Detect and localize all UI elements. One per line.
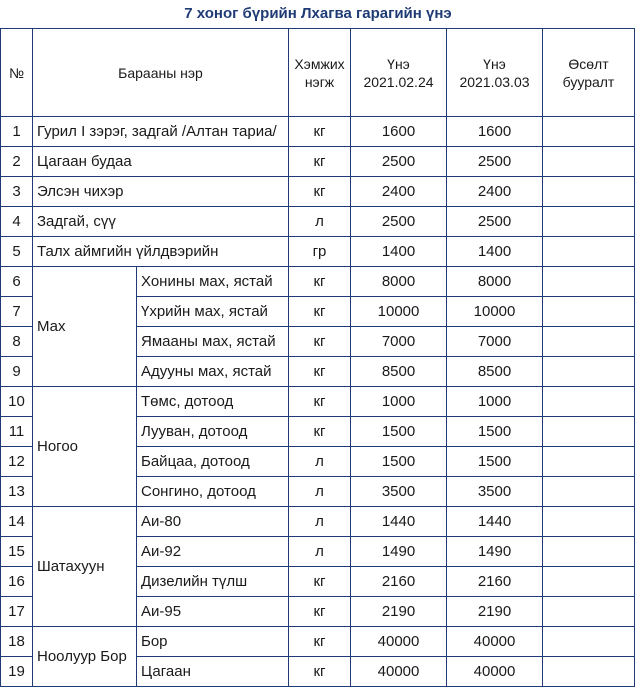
price-cell: 40000 [351,657,447,687]
table-header-row [1,29,635,117]
item-name: Хонины мах, ястай [137,267,289,297]
price-cell: 3500 [447,477,543,507]
row-number: 15 [1,537,33,567]
item-unit: л [289,507,351,537]
price-cell: 40000 [447,627,543,657]
price-cell: 3500 [351,477,447,507]
item-name: Аи-80 [137,507,289,537]
item-name: Талх аймгийн үйлдвэрийн [33,237,289,267]
item-name: Аи-92 [137,537,289,567]
table-row [1,267,635,297]
table-row [1,207,635,237]
change-cell [543,327,635,357]
change-cell [543,507,635,537]
price-cell: 8500 [351,357,447,387]
price-cell: 2160 [351,567,447,597]
item-unit: кг [289,567,351,597]
item-name: Бор [137,627,289,657]
price-cell: 2500 [447,207,543,237]
row-number: 1 [1,117,33,147]
price-cell: 1490 [447,537,543,567]
price-cell: 1500 [447,447,543,477]
price-cell: 2400 [351,177,447,207]
row-number: 3 [1,177,33,207]
table-row [1,627,635,657]
price-cell: 1000 [447,387,543,417]
row-number: 18 [1,627,33,657]
row-number: 9 [1,357,33,387]
change-cell [543,117,635,147]
row-number: 10 [1,387,33,417]
row-number: 11 [1,417,33,447]
item-unit: кг [289,597,351,627]
row-number: 12 [1,447,33,477]
item-unit: кг [289,627,351,657]
item-unit: кг [289,657,351,687]
item-unit: кг [289,267,351,297]
header-price1-line1: Үнэ [387,55,410,72]
table-row [1,147,635,177]
row-number: 17 [1,597,33,627]
change-cell [543,357,635,387]
price-cell: 1440 [447,507,543,537]
price-cell: 10000 [351,297,447,327]
group-fuel: Шатахуун [33,507,137,627]
row-number: 2 [1,147,33,177]
header-price2-line2: 2021.03.03 [459,73,530,90]
header-num: № [1,29,33,117]
change-cell [543,657,635,687]
price-cell: 8000 [447,267,543,297]
price-cell: 40000 [351,627,447,657]
item-name: Элсэн чихэр [33,177,289,207]
item-unit: кг [289,327,351,357]
row-number: 19 [1,657,33,687]
price-cell: 1490 [351,537,447,567]
item-unit: л [289,447,351,477]
row-number: 6 [1,267,33,297]
price-cell: 40000 [447,657,543,687]
item-name: Үхрийн мах, ястай [137,297,289,327]
header-price1-line2: 2021.02.24 [363,73,434,90]
change-cell [543,147,635,177]
table-row [1,117,635,147]
row-number: 5 [1,237,33,267]
price-cell: 2190 [351,597,447,627]
item-unit: л [289,537,351,567]
price-cell: 1500 [351,417,447,447]
price-cell: 1500 [351,447,447,477]
price-cell: 1600 [447,117,543,147]
change-cell [543,627,635,657]
change-cell [543,417,635,447]
item-name: Төмс, дотоод [137,387,289,417]
price-cell: 1600 [351,117,447,147]
row-number: 13 [1,477,33,507]
change-cell [543,297,635,327]
price-cell: 7000 [351,327,447,357]
header-unit-line1: Хэмжих [294,55,345,72]
change-cell [543,447,635,477]
header-price-2 [447,29,543,117]
price-cell: 1400 [351,237,447,267]
change-cell [543,207,635,237]
item-unit: кг [289,177,351,207]
item-name: Дизелийн түлш [137,567,289,597]
price-cell: 2500 [351,207,447,237]
item-name: Цагаан [137,657,289,687]
item-name: Байцаа, дотоод [137,447,289,477]
item-unit: л [289,477,351,507]
item-unit: л [289,207,351,237]
item-unit: кг [289,357,351,387]
change-cell [543,237,635,267]
item-unit: кг [289,117,351,147]
item-name: Ямааны мах, ястай [137,327,289,357]
header-change-line1: Өсөлт [568,55,609,72]
header-change [543,29,635,117]
page-title: 7 хоног бүрийн Лхагва гарагийн үнэ [184,5,452,22]
row-number: 8 [1,327,33,357]
table-row [1,387,635,417]
row-number: 4 [1,207,33,237]
change-cell [543,537,635,567]
table-row [1,237,635,267]
price-cell: 2500 [351,147,447,177]
table-row [1,177,635,207]
price-cell: 1440 [351,507,447,537]
price-cell: 1400 [447,237,543,267]
price-cell: 1500 [447,417,543,447]
row-number: 16 [1,567,33,597]
change-cell [543,567,635,597]
item-name: Лууван, дотоод [137,417,289,447]
item-unit: кг [289,387,351,417]
price-cell: 10000 [447,297,543,327]
item-unit: кг [289,297,351,327]
item-unit: кг [289,417,351,447]
price-cell: 2400 [447,177,543,207]
item-name: Цагаан будаа [33,147,289,177]
item-name: Гурил I зэрэг, задгай /Алтан тариа/ [33,117,289,147]
change-cell [543,267,635,297]
change-cell [543,477,635,507]
change-cell [543,177,635,207]
price-table [0,28,635,687]
change-cell [543,597,635,627]
item-name: Аи-95 [137,597,289,627]
row-number: 7 [1,297,33,327]
row-number: 14 [1,507,33,537]
price-cell: 2190 [447,597,543,627]
change-cell [543,387,635,417]
price-cell: 7000 [447,327,543,357]
header-change-line2: бууралт [562,73,615,90]
header-price2-line1: Үнэ [483,55,506,72]
price-cell: 2500 [447,147,543,177]
price-cell: 8000 [351,267,447,297]
group-vegetables: Ногоо [33,387,137,507]
group-meat: Мах [33,267,137,387]
item-name: Адууны мах, ястай [137,357,289,387]
item-unit: кг [289,147,351,177]
price-cell: 8500 [447,357,543,387]
item-unit: гр [289,237,351,267]
price-cell: 1000 [351,387,447,417]
item-name: Сонгино, дотоод [137,477,289,507]
header-unit-line2: нэгж [304,73,335,90]
header-name: Барааны нэр [33,29,289,117]
price-cell: 2160 [447,567,543,597]
table-row [1,507,635,537]
header-unit [289,29,351,117]
header-price-1 [351,29,447,117]
group-cashmere: Ноолуур Бор [33,627,137,687]
item-name: Задгай, сүү [33,207,289,237]
